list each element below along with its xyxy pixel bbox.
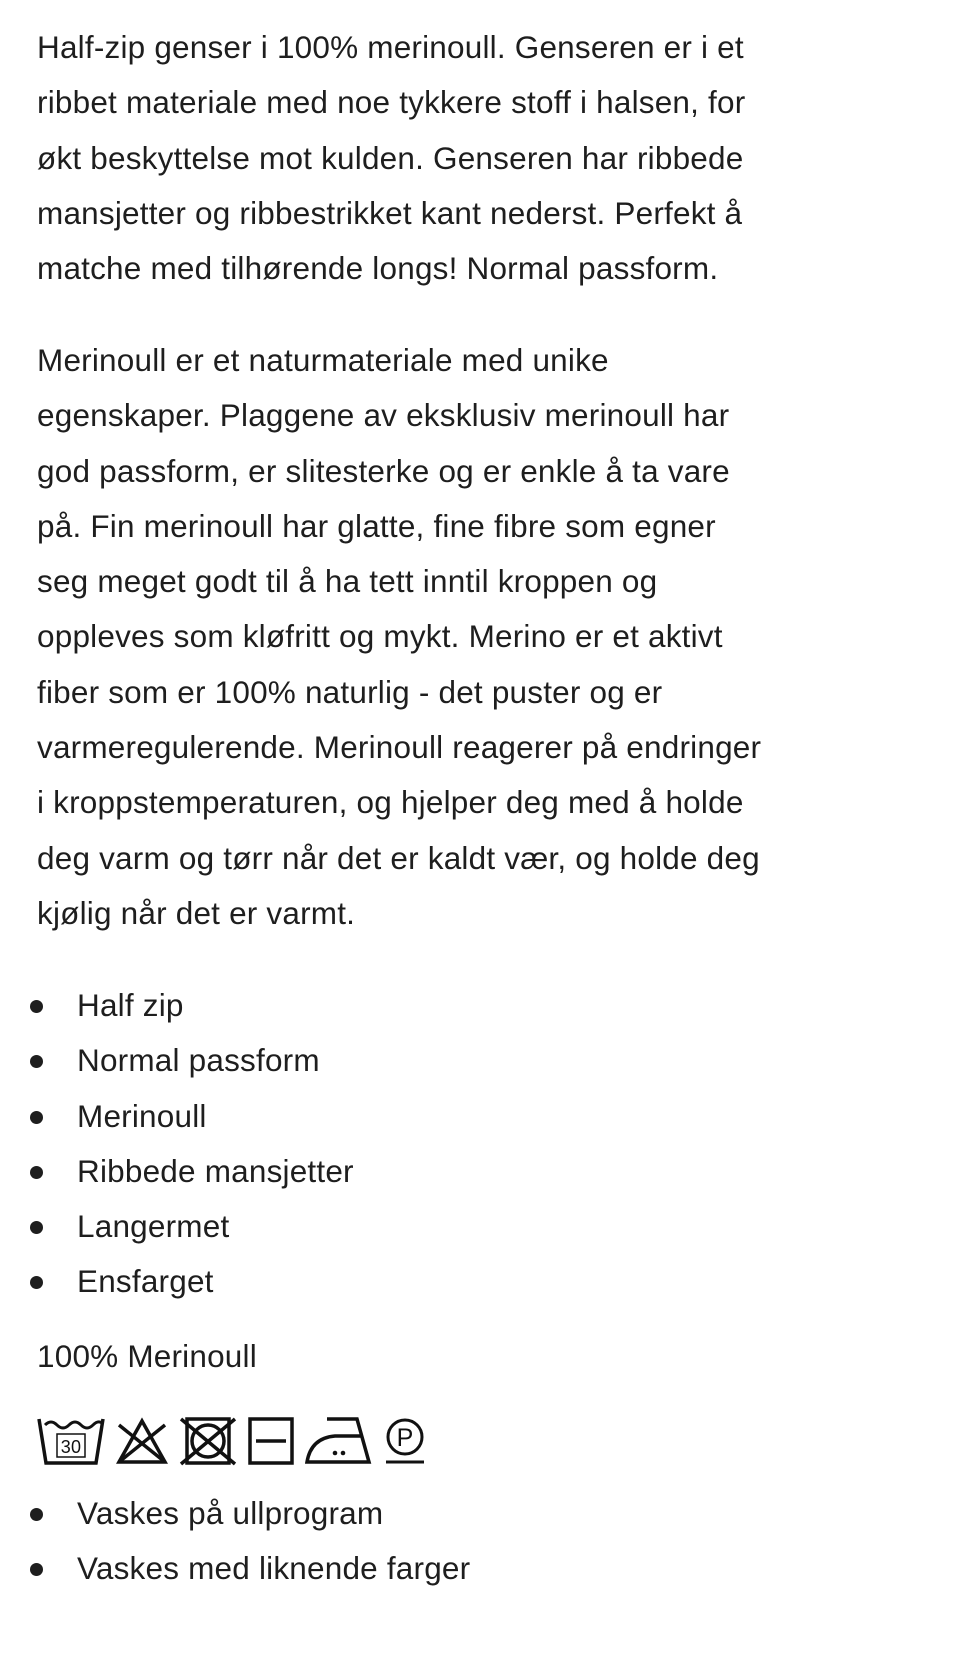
list-item: Langermet (0, 1199, 354, 1254)
text-line: varmeregulerende. Merinoull reagerer på endringer (37, 729, 762, 766)
text-line: matche med tilhørende longs! Normal passform. (37, 250, 719, 287)
text-line: mansjetter og ribbestrikket kant nederst. Perfekt å (37, 194, 743, 231)
list-item: Normal passform (0, 1033, 354, 1088)
list-item: Ensfarget (0, 1254, 354, 1309)
text-line: oppleves som kløfritt og mykt. Merino er et aktivt (37, 618, 723, 655)
text-line: Half-zip genser i 100% merinoull. Genseren er i et (37, 29, 744, 65)
feature-list (0, 978, 354, 1310)
list-item: Merinoull (0, 1089, 354, 1144)
list-item: Vaskes på ullprogram (0, 1486, 470, 1541)
text-line: Merinoull er et naturmateriale med unike (37, 342, 609, 378)
text-line: på. Fin merinoull har glatte, fine fibre som egner (37, 507, 716, 544)
dry-flat-icon (247, 1416, 295, 1466)
text-line: fiber som er 100% naturlig - det puster og er (37, 673, 663, 710)
description-paragraph-2 (37, 333, 761, 941)
material-label: 100% Merinoull (37, 1338, 257, 1374)
text-line: seg meget godt til å ha tett inntil kroppen og (37, 563, 658, 600)
description-paragraph-1 (37, 20, 745, 296)
svg-text:30: 30 (60, 1437, 82, 1457)
no-tumble-dry-icon (179, 1416, 237, 1466)
dry-clean-p-icon (383, 1416, 427, 1466)
list-item: Vaskes med liknende farger (0, 1541, 470, 1596)
svg-text:P: P (396, 1424, 414, 1452)
text-line: deg varm og tørr når det er kaldt vær, og holde deg (37, 839, 760, 876)
text-line: egenskaper. Plaggene av eksklusiv merinoull har (37, 397, 730, 434)
no-bleach-icon (115, 1417, 169, 1465)
care-instructions-list (0, 1486, 470, 1597)
material-text (37, 1329, 257, 1384)
text-line: økt beskyttelse mot kulden. Genseren har ribbede (37, 139, 744, 176)
text-line: kjølig når det er varmt. (37, 894, 356, 931)
wash-30-icon (37, 1416, 105, 1466)
text-line: i kroppstemperaturen, og hjelper deg med å holde (37, 784, 744, 821)
care-icons (37, 1416, 427, 1466)
iron-medium-icon (305, 1416, 373, 1466)
list-item: Ribbede mansjetter (0, 1144, 354, 1199)
text-line: god passform, er slitesterke og er enkle å ta vare (37, 452, 730, 489)
list-item: Half zip (0, 978, 354, 1033)
text-line: ribbet materiale med noe tykkere stoff i halsen, for (37, 84, 746, 121)
